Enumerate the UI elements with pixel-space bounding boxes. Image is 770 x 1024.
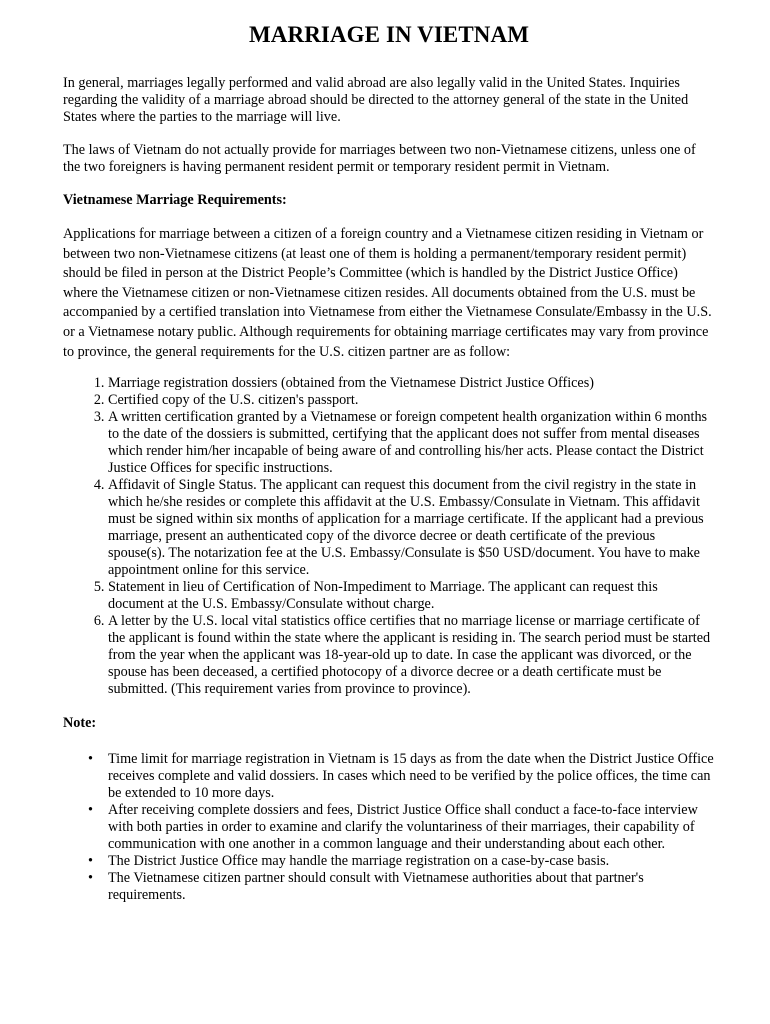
list-item <box>88 751 715 802</box>
bullet-icon: • <box>88 870 93 887</box>
document-page <box>63 22 715 904</box>
requirements-intro: Applications for marriage between a citizen of a foreign country and a Vietnamese citizen residing in Vietnam or between two non-Vietnamese citizens (at least one of them is holding a permanent/temporary resident permit) should be filed in person at the District People’s Committee (which is handled by the District Justice Office) where the Vietnamese citizen or non-Vietnamese citizen resides. All documents obtained from the U.S. must be accompanied by a certified translation into Vietnamese from either the Vietnamese Consulate/Embassy in the U.S. or a Vietnamese notary public. Although requirements for obtaining marriage certificates may vary from province to province, the general requirements for the U.S. citizen partner are as follow: <box>63 226 712 360</box>
list-item <box>88 870 715 904</box>
list-item: 3. A written certification granted by a Vietnamese or foreign competent health organization within 6 months to the date of the dossiers is submitted, certifying that the applicant does not suffer from mental diseases which render him/her incapable of being aware of and controlling his/her acts. Please contact the District Justice Offices for specific instructions. <box>108 409 715 477</box>
notes-list <box>63 751 715 904</box>
intro-paragraph-1: In general, marriages legally performed and valid abroad are also legally valid in the United States. Inquiries regarding the validity of a marriage abroad should be directed to the attorney general of the state in the United States where the parties to the marriage will live. <box>63 75 689 125</box>
bullet-icon: • <box>88 853 93 870</box>
list-item <box>88 802 715 853</box>
requirements-list <box>63 375 715 698</box>
list-item <box>88 853 715 870</box>
list-item: 6. A letter by the U.S. local vital statistics office certifies that no marriage license or marriage certificate of the applicant is found within the state where the applicant is residing in. The search period must be started from the year when the applicant was 18-year-old up to date. In case the applicant was divorced, or the spouse has been deceased, a certified photocopy of a divorce decree or a death certificate must be submitted. (This requirement varies from province to province). <box>108 613 715 698</box>
intro-paragraph-2: The laws of Vietnam do not actually provide for marriages between two non-Vietnamese citizens, unless one of the two foreigners is having permanent resident permit or temporary resident permit in Vietnam. <box>63 142 696 175</box>
list-item: 4. Affidavit of Single Status. The applicant can request this document from the civil registry in the state in which he/she resides or complete this affidavit at the U.S. Embassy/Consulate in Vietnam. This affidavit must be signed within six months of application for a marriage certificate. If the applicant had a previous marriage, present an authenticated copy of the divorce decree or death certificate of the previous spouse(s). The notarization fee at the U.S. Embassy/Consulate is $50 USD/document. You have to make appointment online for this service. <box>108 477 715 579</box>
note-heading: Note: <box>63 715 97 732</box>
bullet-icon: • <box>88 802 93 819</box>
note-text: The Vietnamese citizen partner should consult with Vietnamese authorities about that partner's requirements. <box>108 870 644 904</box>
requirements-heading: Vietnamese Marriage Requirements: <box>63 192 287 208</box>
bullet-icon: • <box>88 751 93 768</box>
list-item: 1. Marriage registration dossiers (obtained from the Vietnamese District Justice Offices) <box>108 375 715 392</box>
list-item: 5. Statement in lieu of Certification of Non-Impediment to Marriage. The applicant can request this document at the U.S. Embassy/Consulate without charge. <box>108 579 715 613</box>
note-text: Time limit for marriage registration in Vietnam is 15 days as from the date when the District Justice Office receives complete and valid dossiers. In cases which need to be verified by the police offices, the time can be extended to 10 more days. <box>108 751 714 802</box>
list-item: 2. Certified copy of the U.S. citizen's passport. <box>108 392 715 409</box>
page-title: MARRIAGE IN VIETNAM <box>248 22 530 47</box>
note-text: The District Justice Office may handle the marriage registration on a case-by-case basis. <box>108 853 610 870</box>
note-text: After receiving complete dossiers and fees, District Justice Office shall conduct a face-to-face interview with both parties in order to examine and clarify the voluntariness of their marriages, their capability of communication with one another in a common language and their understanding about each other. <box>108 802 698 853</box>
